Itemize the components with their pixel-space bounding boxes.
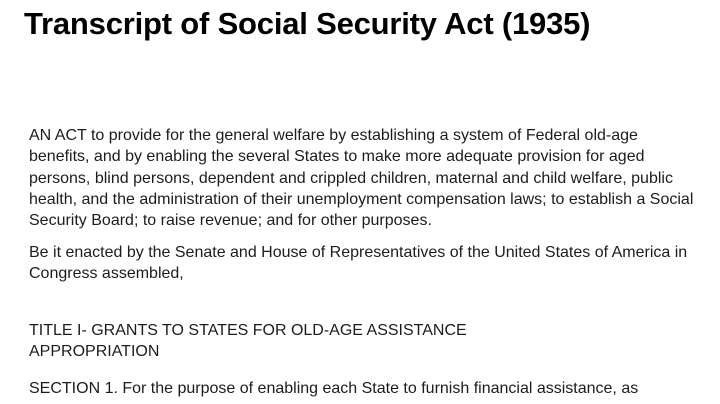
paragraph-section-one: SECTION 1. For the purpose of enabling each State to furnish financial assistance, as <box>29 380 639 397</box>
heading-title-one-line2: APPROPRIATION <box>29 343 160 361</box>
paragraph-act-preamble: AN ACT to provide for the general welfare by establishing a system of Federal old-age benefits, and by enabling the several States to make more adequate provision for aged persons, blind persons, dependent and crippled children, maternal and child welfare, public health, and the administration of their unemployment compensation laws; to establish a Social Security Board; to raise revenue; and for other purposes. <box>29 127 694 230</box>
paragraph-enacting-clause: Be it enacted by the Senate and House of Representatives of the United States of America in Congress assembled, <box>29 244 688 283</box>
page-title: Transcript of Social Security Act (1935) <box>24 6 591 41</box>
heading-title-one <box>29 320 701 363</box>
heading-title-one-line1: TITLE I- GRANTS TO STATES FOR OLD-AGE ASSISTANCE <box>29 322 467 339</box>
